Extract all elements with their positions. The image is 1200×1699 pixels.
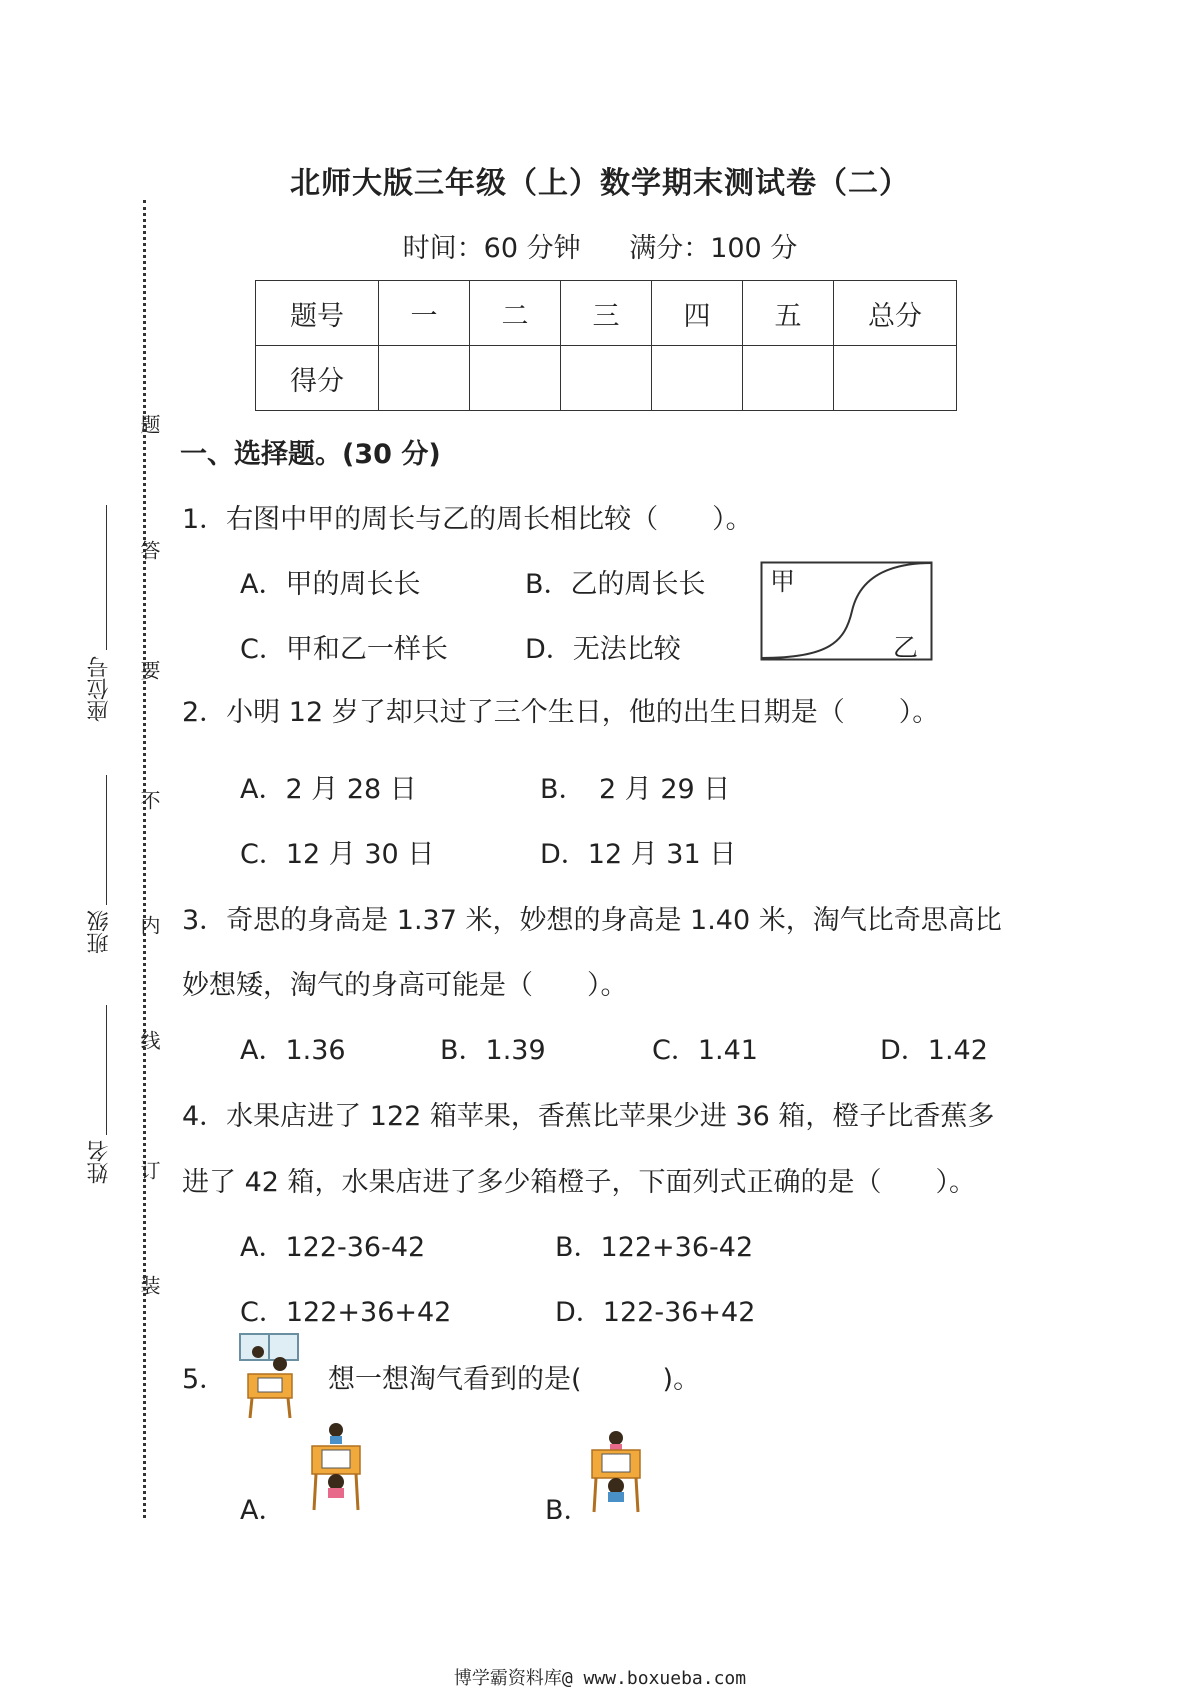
seat-number-label: 座位号: [87, 656, 112, 722]
q2-option-c: C．12 月 30 日: [240, 839, 435, 870]
q1-option-a: A．甲的周长长: [240, 569, 421, 600]
q3-option-d: D．1.42: [880, 1035, 988, 1066]
q4-option-a: A．122-36-42: [240, 1232, 426, 1263]
q4-option-c: C．122+36+42: [240, 1297, 452, 1328]
margin-char: 线: [137, 1030, 161, 1050]
header-cell: 题号: [256, 281, 379, 346]
q5-option-b-image: [588, 1428, 644, 1514]
exam-info: [0, 226, 1200, 265]
q2-option-d: D．12 月 31 日: [540, 839, 737, 870]
score-table-score-row: [256, 346, 957, 411]
score-cell[interactable]: [834, 346, 957, 411]
header-cell: 一: [379, 281, 470, 346]
q2-option-b: B． 2 月 29 日: [540, 774, 731, 805]
q5-option-a: A．: [240, 1495, 286, 1526]
margin-char: 内: [137, 915, 161, 935]
row-label: 得分: [256, 346, 379, 411]
q5-scene-illustration: [238, 1332, 300, 1420]
score-table-header-row: [256, 281, 957, 346]
score-cell[interactable]: [561, 346, 652, 411]
seat-number-blank: [106, 505, 107, 650]
margin-char: 题: [137, 414, 161, 434]
page-title: 北师大版三年级（上）数学期末测试卷（二）: [290, 166, 910, 201]
margin-char: 要: [137, 660, 161, 680]
question-1: 1．右图中甲的周长与乙的周长相比较（ ）。: [182, 504, 753, 535]
header-cell: 二: [470, 281, 561, 346]
section-heading: 一、选择题。(30 分): [180, 439, 441, 470]
footer-watermark: 博学霸资料库@ www.boxueba.com: [453, 1668, 747, 1689]
q1-figure-label-bottom: 乙: [893, 633, 919, 662]
question-4-line-2: 进了 42 箱，水果店进了多少箱橙子，下面列式正确的是（ ）。: [182, 1167, 977, 1198]
question-3-line-2: 妙想矮，淘气的身高可能是（ ）。: [182, 970, 628, 1001]
score-cell[interactable]: [379, 346, 470, 411]
time-limit: 时间：60 分钟: [402, 233, 581, 264]
q1-figure-label-top: 甲: [770, 567, 796, 596]
header-cell: 三: [561, 281, 652, 346]
question-5-number: 5．: [182, 1364, 227, 1395]
score-cell[interactable]: [652, 346, 743, 411]
score-cell[interactable]: [743, 346, 834, 411]
margin-char: 订: [137, 1160, 161, 1180]
score-table: [255, 280, 957, 411]
question-5: 想一想淘气看到的是( )。: [328, 1364, 701, 1395]
q3-option-c: C．1.41: [652, 1035, 758, 1066]
margin-char: 装: [137, 1275, 161, 1295]
q2-option-a: A．2 月 28 日: [240, 774, 417, 805]
question-3-line-1: 3．奇思的身高是 1.37 米，妙想的身高是 1.40 米，淘气比奇思高比: [182, 905, 1002, 936]
header-cell: 总分: [834, 281, 957, 346]
binding-dotted-line: [143, 200, 146, 1518]
q5-option-b: B．: [545, 1495, 591, 1526]
q5-option-a-image: [308, 1420, 364, 1512]
q4-option-b: B．122+36-42: [555, 1232, 754, 1263]
score-cell[interactable]: [470, 346, 561, 411]
margin-char: 答: [137, 540, 161, 560]
class-blank: [106, 775, 107, 905]
question-4-line-1: 4．水果店进了 122 箱苹果，香蕉比苹果少进 36 箱，橙子比香蕉多: [182, 1101, 995, 1132]
name-blank: [106, 1005, 107, 1135]
header-cell: 五: [743, 281, 834, 346]
full-score: 满分：100 分: [629, 233, 798, 264]
class-label: 班级: [87, 910, 112, 954]
q1-option-c: C．甲和乙一样长: [240, 634, 448, 665]
q3-option-a: A．1.36: [240, 1035, 346, 1066]
q1-option-d: D．无法比较: [525, 634, 681, 665]
question-2: 2．小明 12 岁了却只过了三个生日，他的出生日期是（ ）。: [182, 697, 940, 728]
q1-option-b: B．乙的周长长: [525, 569, 706, 600]
q4-option-d: D．122-36+42: [555, 1297, 756, 1328]
name-label: 姓名: [87, 1140, 112, 1184]
margin-char: 不: [137, 790, 161, 810]
header-cell: 四: [652, 281, 743, 346]
q3-option-b: B．1.39: [440, 1035, 546, 1066]
